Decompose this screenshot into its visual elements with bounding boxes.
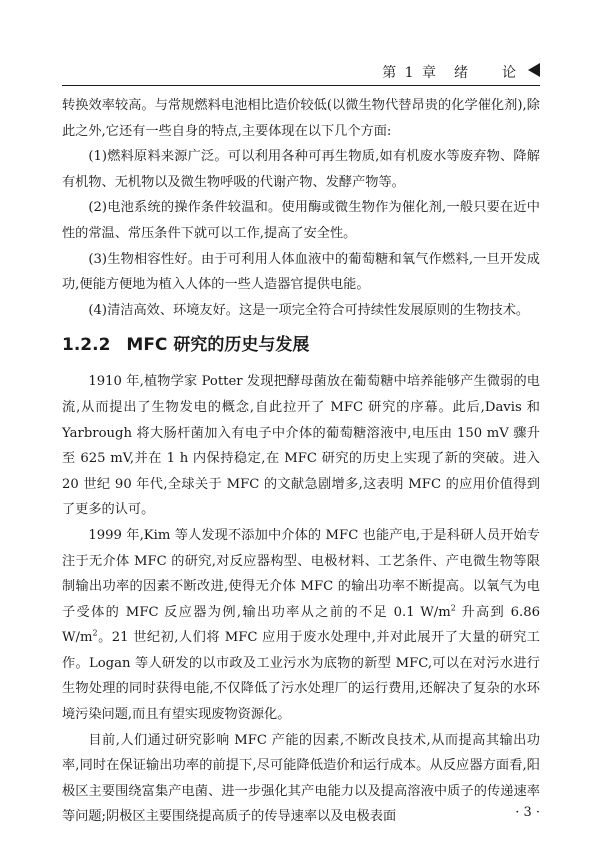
paragraph <box>62 523 540 728</box>
paragraph: 1910 年,植物学家 Potter 发现把酵母菌放在葡萄糖中培养能够产生微弱的电流,从而提出了生物发电的概念,自此拉开了 MFC 研究的序幕。此后,Davis 和 Yarbrough 将大肠杆菌加入有电子中介体的葡萄糖溶液中,电压由 150 mV 骤升至 625 mV,并在 1 h 内保持稳定,在 MFC 研究的历史上实现了新的突破。进入 20 世纪 90 年代,全球关于 MFC 的文献急剧增多,这表明 MFC 的应用价值得到了更多的认可。 <box>62 374 540 518</box>
paragraph: 目前,人们通过研究影响 MFC 产能的因素,不断改良技术,从而提高其输出功率,同时在保证输出功率的前提下,尽可能降低造价和运行成本。从反应器方面看,阳极区主要围绕富集产电菌、进一步强化其产电能力以及提高溶液中质子的传递速率等问题;阴极区主要围绕提高质子的传导速率以及电极表面 <box>62 732 540 825</box>
section-number: 1.2.2 <box>62 335 111 356</box>
running-header <box>62 58 540 86</box>
superscript: 2 <box>450 603 456 613</box>
feature-item-1: (1)燃料原料来源广泛。可以利用各种可再生物质,如有机废水等废弃物、降解有机物、无机物以及微生物呼吸的代谢产物、发酵产物等。 <box>62 149 540 190</box>
section-title: MFC 研究的历史与发展 <box>126 335 310 356</box>
triangle-marker-icon <box>528 63 540 77</box>
section-heading <box>62 331 540 359</box>
chapter-header-text: 第 1 章 绪 论 <box>382 65 518 81</box>
feature-item-3: (3)生物相容性好。由于可利用人体血液中的葡萄糖和氧气作燃料,一旦开发成功,便能方便地为植入人体的一些人造器官提供电能。 <box>62 251 540 293</box>
paragraph-text: 升高到 6.86 W/m <box>62 604 540 646</box>
page-body <box>62 93 540 830</box>
superscript: 2 <box>92 628 98 638</box>
header-rule <box>62 85 540 86</box>
paragraph: 转换效率较高。与常规燃料电池相比造价较低(以微生物代替昂贵的化学催化剂),除此之外,它还有一些自身的特点,主要体现在以下几个方面: <box>62 98 540 139</box>
feature-item-2: (2)电池系统的操作条件较温和。使用酶或微生物作为催化剂,一般只要在近中性的常温、常压条件下就可以工作,提高了安全性。 <box>62 200 540 241</box>
feature-item-4: (4)清洁高效、环境友好。这是一项完全符合可持续性发展原则的生物技术。 <box>88 302 530 318</box>
paragraph-text: 。21 世纪初,人们将 MFC 应用于废水处理中,并对此展开了大量的研究工作。Logan 等人研发的以市政及工业污水为底物的新型 MFC,可以在对污水进行生物处理的同时获得电能,不仅降低了污水处理厂的运行费用,还解决了复杂的水环境污染问题,而且有望实现废物资源化。 <box>62 630 540 723</box>
page-number: · 3 · <box>515 805 540 820</box>
paragraph-text: 1999 年,Kim 等人发现不添加中介体的 MFC 也能产电,于是科研人员开始专注于无介体 MFC 的研究,对反应器构型、电极材料、工艺条件、产电微生物等限制输出功率的因素不断改进,使得无介体 MFC 的输出功率不断提高。以氧气为电子受体的 MFC 反应器为例,输出功率从之前的不足 0.1 W/m <box>62 527 540 620</box>
